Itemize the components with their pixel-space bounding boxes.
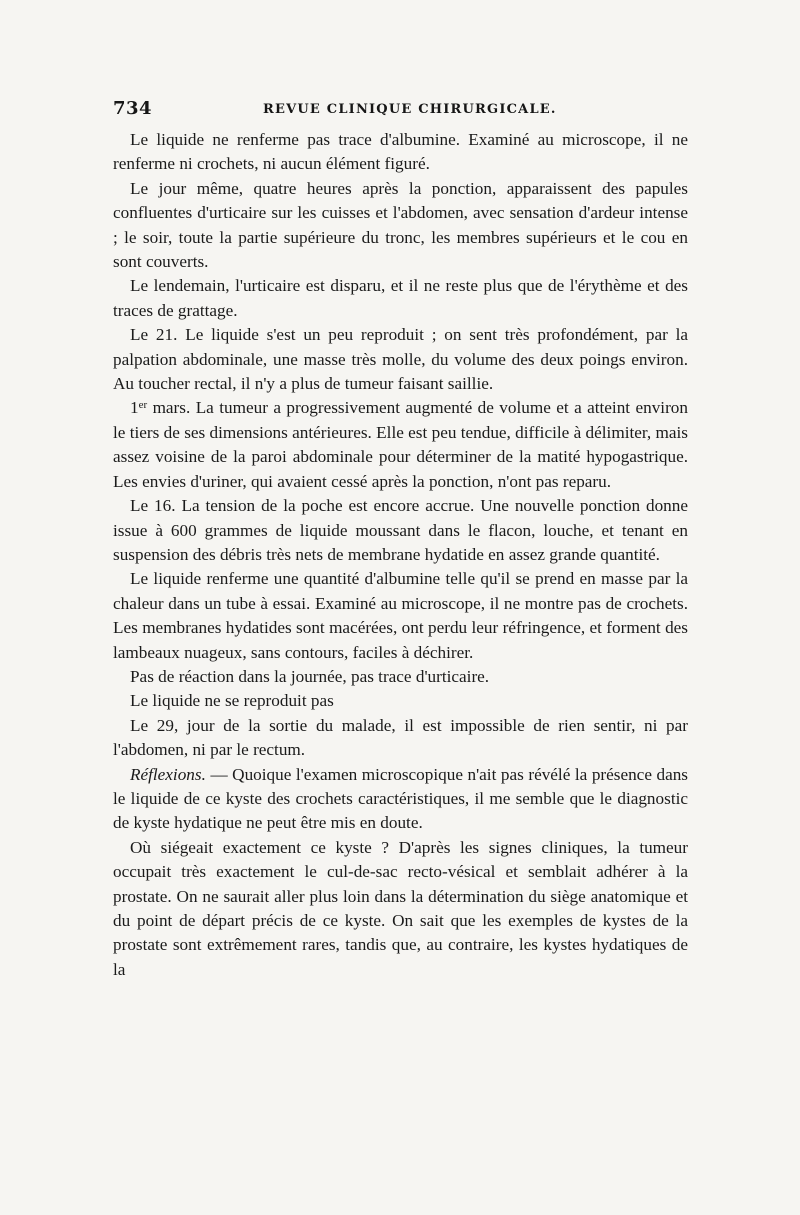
running-title: REVUE CLINIQUE CHIRURGICALE. xyxy=(263,102,557,117)
paragraph-7: Le liquide renferme une quantité d'albumine telle qu'il se prend en masse par la chaleur dans un tube à essai. Examiné au microscope, il ne montre pas de crochets. Les membranes hydatides sont macérées, ont perdu leur réfringence, et forment des lambeaux nuageux, sans contours, faciles à déchirer. xyxy=(113,569,688,662)
paragraph-1: Le liquide ne renferme pas trace d'albumine. Examiné au microscope, il ne renferme ni crochets, ni aucun élément figuré. xyxy=(113,130,688,174)
date-superscript: er xyxy=(138,399,148,412)
paragraph-4: Le 21. Le liquide s'est un peu reproduit ; on sent très profondément, par la palpation abdominale, une masse très molle, du volume des deux poings environ. Au toucher rectal, il n'y a plus de tumeur faisant saillie. xyxy=(113,325,688,394)
paragraph-12: Où siégeait exactement ce kyste ? D'après les signes cliniques, la tumeur occupait très exactement le cul-de-sac recto-vésical et semblait adhérer à la prostate. On ne saurait aller plus loin dans la détermination du siège anatomique et du point de départ précis de ce kyste. On sait que les exemples de kystes de la prostate sont extrêmement rares, tandis que, au contraire, les kystes hydatiques de la xyxy=(113,837,688,979)
paragraph-6: Le 16. La tension de la poche est encore accrue. Une nouvelle ponction donne issue à 600 grammes de liquide moussant dans le flacon, louche, et tenant en suspension des débris très nets de membrane hydatide en assez grande quantité. xyxy=(113,496,688,564)
body-text xyxy=(113,128,688,982)
paragraph-5-text: mars. La tumeur a progressivement augmenté de volume et a atteint environ le tiers de ses dimensions antérieures. Elle est peu tendue, difficile à délimiter, mais assez voisine de la paroi abdominale pour déterminer de la matité hypogastrique. Les envies d'uriner, qui avaient cessé après la ponction, n'ont pas reparu. xyxy=(113,398,688,491)
paragraph-10: Le 29, jour de la sortie du malade, il est impossible de rien sentir, ni par l'abdomen, ni par le rectum. xyxy=(113,715,688,760)
italic-lead: Réflexions. xyxy=(130,764,206,784)
paragraph-3: Le lendemain, l'urticaire est disparu, et il ne reste plus que de l'érythème et des traces de grattage. xyxy=(113,276,688,320)
paragraph-11-text: — Quoique l'examen microscopique n'ait pas révélé la présence dans le liquide de ce kyste des crochets caractéristiques, il me semble que le diagnostic de kyste hydatique ne peut être mis en doute. xyxy=(113,764,688,833)
date-number: 1 xyxy=(130,398,139,418)
page-number: 734 xyxy=(113,98,153,119)
paragraph-8: Pas de réaction dans la journée, pas trace d'urticaire. xyxy=(130,666,490,686)
page-header xyxy=(113,98,688,124)
paragraph-2: Le jour même, quatre heures après la ponction, apparaissent des papules confluentes d'urticaire sur les cuisses et l'abdomen, avec sensation d'ardeur intense ; le soir, toute la partie supérieure du tronc, les membres supérieurs et le cou en sont couverts. xyxy=(113,178,688,272)
paragraph-11 xyxy=(113,763,688,836)
paragraph-9: Le liquide ne se reproduit pas xyxy=(130,691,334,711)
paragraph-5 xyxy=(113,396,688,494)
